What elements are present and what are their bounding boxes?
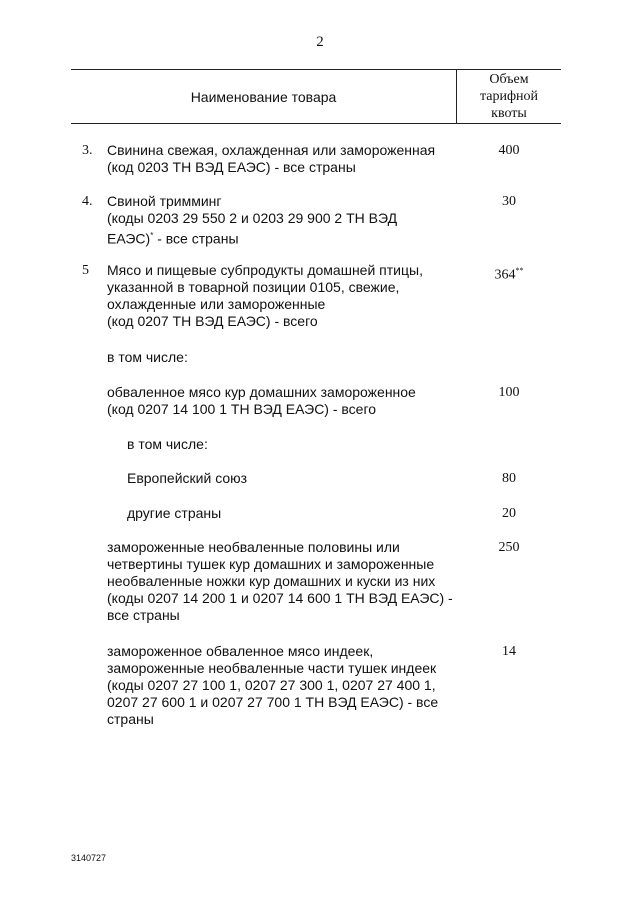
row-quota-value: 30 (502, 194, 516, 209)
quota-value: 364 (494, 267, 516, 283)
row-description: Мясо и пищевые субпродукты домашней птицы, указанной в товарной позиции 0105, свежие, охлажденные или замороженные (код 0207 ТН ВЭД ЕАЭС) - всего (107, 262, 423, 329)
row-number: 4. (82, 194, 93, 209)
row-quota-value (457, 262, 561, 284)
row-description: обваленное мясо кур домашних замороженное (код 0207 14 100 1 ТН ВЭД ЕАЭС) - всего (107, 384, 416, 417)
quota-header-line-2: тарифной (479, 89, 539, 104)
row-quota-value: 250 (498, 540, 520, 555)
row-subheading: в том числе: (107, 349, 188, 365)
row-description-main: Свиной тримминг (коды 0203 29 550 2 и 0203 29 900 2 ТН ВЭД ЕАЭС) (107, 193, 398, 247)
column-header-product-name: Наименование товара (190, 89, 337, 105)
page-number: 2 (316, 34, 324, 50)
quota-header-line-3: квоты (491, 106, 527, 121)
row-number: 5 (82, 263, 89, 278)
row-description: Свинина свежая, охлажденная или замороженная (код 0203 ТН ВЭД ЕАЭС) - все страны (107, 142, 436, 175)
row-description: замороженные необваленные половины или четвертины тушек кур домашних и замороженные необваленные ножки кур домашних и куски из них (коды 0207 14 200 1 и 0207 14 600 1 ТН ВЭД ЕАЭС) - все страны (107, 539, 453, 623)
row-description: Европейский союз (127, 470, 248, 486)
table-header-top-rule (71, 69, 561, 70)
quota-header-line-1: Объем (489, 72, 529, 87)
row-number: 3. (82, 143, 93, 158)
footnote-mark: ** (515, 266, 524, 275)
row-subheading: в том числе: (127, 436, 208, 452)
row-quota-value: 400 (498, 143, 520, 158)
row-quota-value: 20 (502, 506, 516, 521)
row-quota-value: 100 (498, 385, 520, 400)
document-code: 3140727 (71, 853, 107, 863)
table-header-bottom-rule (71, 123, 561, 124)
row-quota-value: 80 (502, 471, 516, 486)
column-header-quota-volume (457, 71, 561, 122)
row-quota-value: 14 (502, 644, 516, 659)
row-description: другие страны (127, 505, 222, 521)
row-description-tail: - все страны (153, 230, 239, 247)
row-description: замороженное обваленное мясо индеек, замороженные необваленные части тушек индеек (коды 0207 27 100 1, 0207 27 300 1, 0207 27 400 1, 0207 27 600 1 и 0207 27 700 1 ТН ВЭД ЕАЭС) - все страны (107, 643, 439, 727)
footnote-mark: * (150, 231, 154, 240)
row-description (107, 193, 397, 248)
